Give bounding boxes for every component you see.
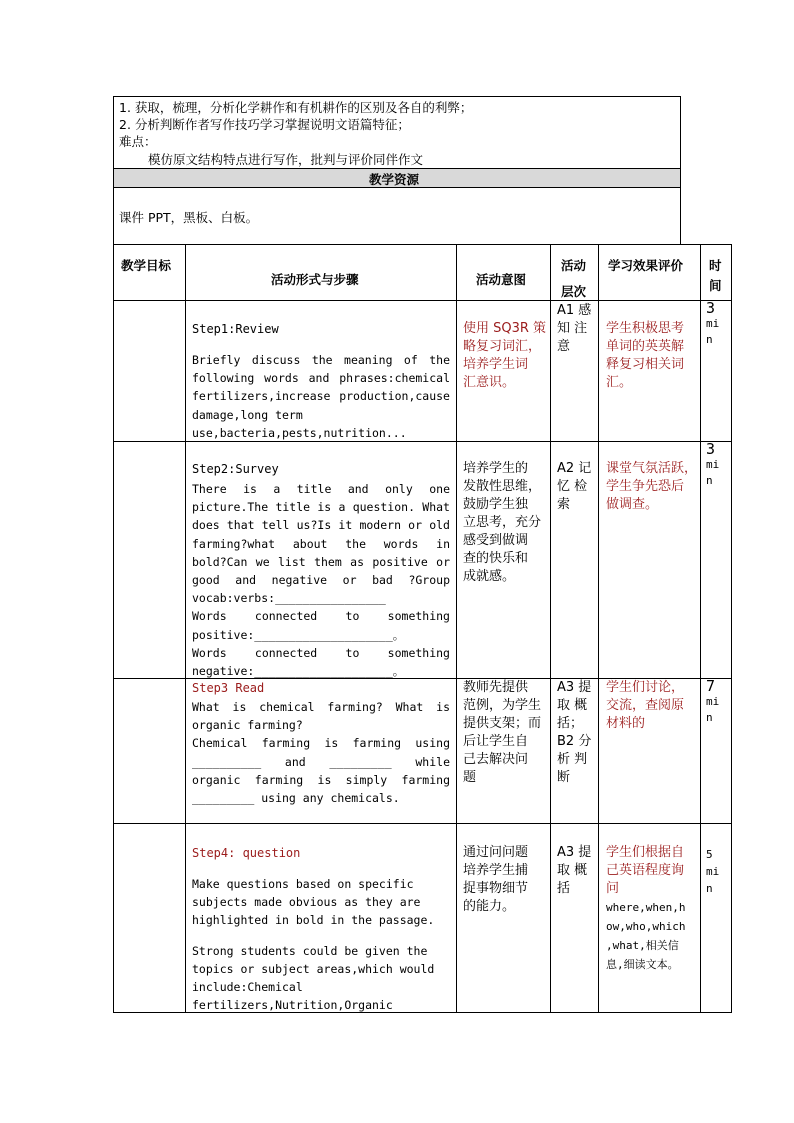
body-line: does that tell us?Is it modern or old [192,518,450,533]
body-line: highlighted in bold in the passage. [192,913,435,928]
body-line: farming?what about the words in [192,536,450,551]
time-cell: 7 mi n [706,677,720,724]
col-line-4 [598,244,599,1013]
header-time-b: 间 [709,278,722,293]
header-level-a: 活动 [561,258,587,273]
body-line: organic farming? [192,718,303,733]
step-body [192,875,450,1014]
step-body [192,698,450,807]
objective-line-2: 2. 分析判断作者写作技巧学习掌握说明文语篇特征； [119,117,410,132]
row3-bottom-line [113,823,732,824]
col-line-0 [113,244,114,1013]
body-line: Words connected to something [192,609,450,624]
objective-line-1: 1. 获取，梳理，分析化学耕作和有机耕作的区别及各自的利弊； [119,100,473,115]
intent-cell: 使用 SQ3R 策 略复习词汇， 培养学生词 汇意识。 [463,321,547,390]
body-line: subjects made obvious as they are [192,895,421,910]
body-line: use,bacteria,pests,nutrition... [192,425,407,440]
time-cell: 5 mi n [706,848,720,895]
step-body [192,351,450,442]
header-eval: 学习效果评价 [608,258,684,273]
time-cell: 3 mi n [706,299,720,346]
body-line: include:Chemical [192,980,303,995]
body-line: What is chemical farming? What is [192,700,450,714]
col-line-5 [700,244,701,1013]
header-level-b: 层次 [561,284,587,299]
body-line: __________ and _________ while [192,754,450,769]
step-title: Step3 Read [192,681,265,695]
step-title: Step4: question [192,846,301,860]
intent-cell: 教师先提供 范例，为学生 提供支架；而 后让学生自 己去解决问 题 [463,680,542,785]
col-line-1 [185,244,186,1013]
body-line: Make questions based on specific [192,877,414,891]
col-line-2 [456,244,457,1013]
body-line: Words connected to something [192,645,450,660]
right-border-top [680,96,681,245]
body-line: topics or subject areas,which would [192,961,435,976]
body-line: good and negative or bad ?Group [192,573,450,588]
body-line: damage,long term [192,407,303,422]
col-line-3 [550,244,551,1013]
resources-text: 课件 PPT，黑板、白板。 [119,210,259,225]
step-title: Step2:Survey [192,462,279,476]
body-line: negative:____________________。 [192,664,405,679]
top-border [113,96,681,97]
eval-cell: 学生们讨论， 交流，查阅原 材料的 [606,680,685,731]
body-line: fertilizers,Nutrition,Organic [192,998,393,1013]
step-title: Step1:Review [192,322,279,336]
body-line: Strong students could be given the [192,943,428,958]
difficulty-text: 模仿原文结构特点进行写作，批判与评价同伴作文 [148,152,424,167]
header-intent: 活动意图 [476,272,527,287]
col-line-6 [731,244,732,1013]
difficulty-label: 难点： [119,134,157,149]
table-top-line [113,244,732,245]
body-line: following words and phrases:chemical [192,371,450,386]
level-cell: A3 提 取 概 括； B2 分 析 判 断 [557,680,592,785]
body-line: fertilizers,increase production,cause [192,389,450,404]
eval-cell: 学生积极思考 单词的英英解 释复习相关词 汇。 [606,321,685,390]
step-body [192,480,450,680]
time-cell: 3 mi n [706,440,720,487]
body-line: There is a title and only one [192,482,450,496]
level-cell: A1 感 知 注 意 [557,303,592,354]
body-line: positive:____________________。 [192,627,405,642]
header-activity: 活动形式与步骤 [271,272,359,287]
body-line: organic farming is simply farming [192,772,450,787]
level-cell: A3 提 取 概 括 [557,845,592,896]
body-line: Chemical farming is farming using [192,736,450,751]
eval-cell: 课堂气氛活跃， 学生争先恐后 做调查。 [606,461,698,512]
eval-cell: 学生们根据自 己英语程度询 问 [606,845,685,896]
body-line [192,930,450,942]
intent-cell: 培养学生的 发散性思维， 鼓励学生独 立思考，充分 感受到做调 查的快乐和 成就感。 [463,461,542,584]
level-cell: A2 记 忆 检 索 [557,461,592,512]
header-time-a: 时 [709,258,722,273]
resources-header-top-line [113,168,681,169]
resources-header: 教学资源 [369,172,420,187]
body-line: _________ using any chemicals. [192,791,400,806]
header-goal: 教学目标 [121,258,172,273]
header-bottom-line [113,300,732,301]
body-line: vocab:verbs:________________ [192,591,386,606]
eval-cell-extra: where,when,h ow,who,which ,what,相关信 息,细读文本。 [606,901,686,971]
body-line: bold?Can we list them as positive or [192,554,450,569]
body-line: picture.The title is a question. What [192,500,450,515]
body-line: Briefly discuss the meaning of the [192,353,450,367]
intent-cell: 通过问问题 培养学生捕 捉事物细节 的能力。 [463,845,529,914]
